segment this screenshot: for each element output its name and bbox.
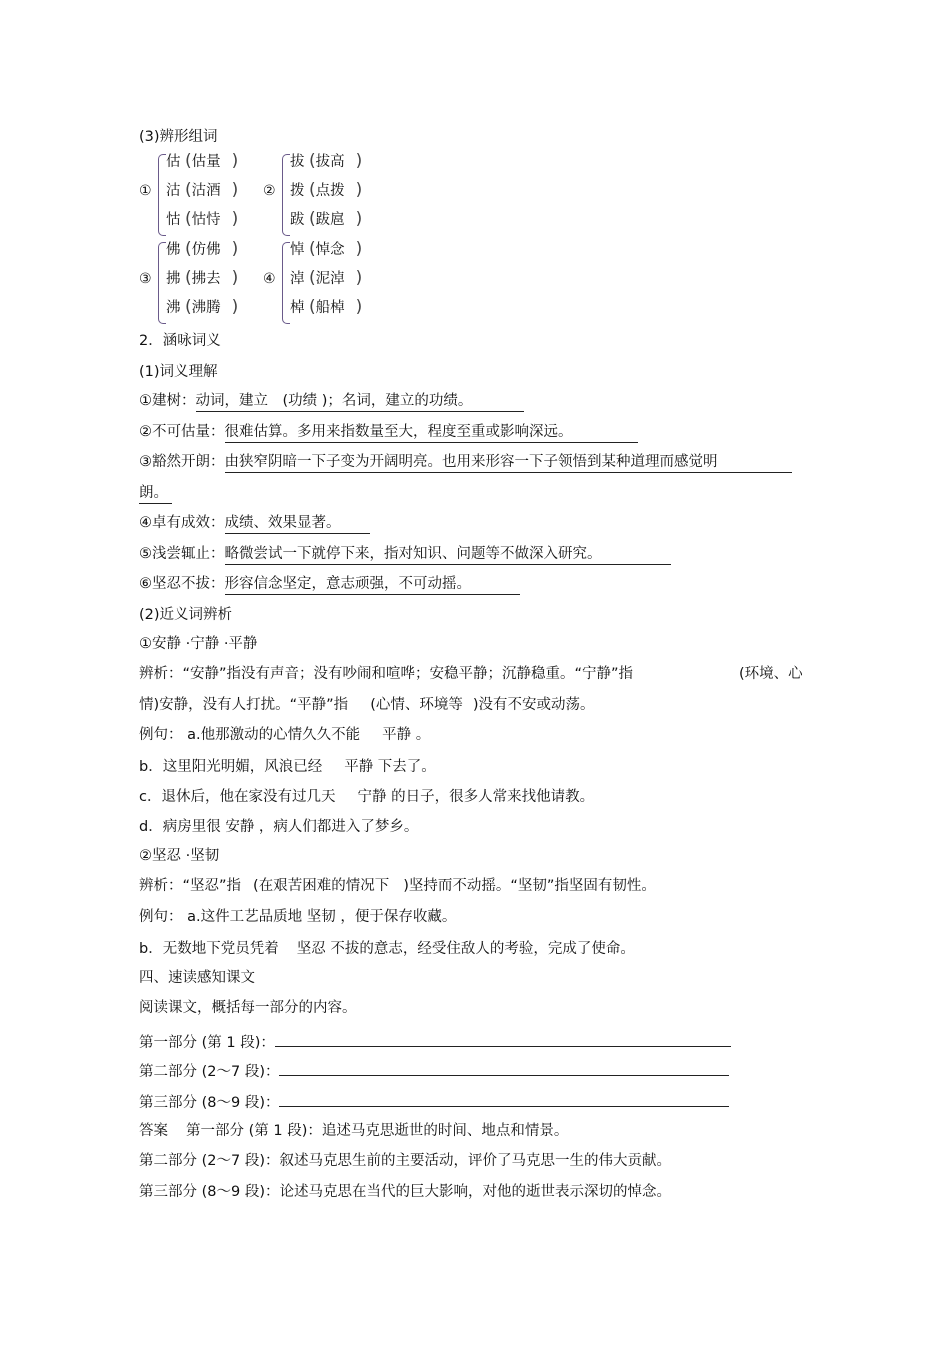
answer-word: 平静 。 [382, 727, 431, 743]
word: 点拨 [315, 183, 345, 199]
group-row: 棹 (船棹 ) [290, 297, 363, 317]
group-row: 拂 (拂去 ) [166, 268, 239, 288]
definition-text: 很难估算。多用来指数量至大，程度至重或影响深远。 [225, 422, 638, 443]
group-number: ① [139, 183, 152, 199]
char: 拂 [166, 271, 181, 287]
definition-3 [139, 452, 792, 473]
group-row: 估 (估量 ) [166, 151, 239, 171]
answer-line: 第三部分 (8～9 段)：论述马克思在当代的巨大影响，对他的逝世表示深切的悼念。 [139, 1184, 671, 1200]
group-row: 拨 (点拨 ) [290, 180, 363, 200]
analysis-text: (心情、环境等 [370, 697, 463, 713]
analysis-text: 辨析：“坚忍”指 [139, 878, 242, 894]
analysis-text: )没有不安或动荡。 [472, 697, 595, 713]
term: ⑥坚忍不拔： [139, 576, 225, 592]
part-fill-2 [139, 1059, 729, 1082]
word: 沸腾 [191, 300, 221, 316]
example-line: 例句： a.这件工艺品质地 坚韧 ，便于保存收藏。 [139, 909, 457, 925]
group-row: 佛 (仿佛 ) [166, 239, 239, 259]
group-row: 拔 (拔高 ) [290, 151, 363, 171]
term: ②不可估量： [139, 424, 225, 440]
brace-icon [282, 154, 290, 236]
section-title: (3)辨形组词 [139, 129, 218, 145]
definition-5 [139, 544, 671, 565]
group-row: 沽 (沽酒 ) [166, 180, 239, 200]
char: 淖 [290, 271, 305, 287]
word: 仿佛 [191, 242, 221, 258]
char: 棹 [290, 300, 305, 316]
definition-text: 略微尝试一下就停下来，指对知识、问题等不做深入研究。 [225, 544, 671, 565]
answer-line [139, 1121, 568, 1141]
term: ④卓有成效： [139, 515, 225, 531]
definition-text: 朗。 [139, 483, 172, 504]
analysis-text: (环境、心 [739, 666, 803, 682]
word: 怙恃 [191, 212, 221, 228]
example-text: b．无数地下党员凭着 [139, 941, 279, 957]
word: 泥淖 [315, 271, 345, 287]
group-number: ③ [139, 271, 152, 287]
answer-word: 坚忍 不拔的意志，经受住敌人的考验，完成了使命。 [296, 941, 635, 957]
definition-4 [139, 513, 370, 534]
section-title: 四、速读感知课文 [139, 970, 255, 986]
definition-text: 形容信念坚定，意志顽强，不可动摇。 [225, 574, 520, 595]
group-number: ② [263, 183, 276, 199]
analysis-line [139, 664, 633, 684]
synonym-group-title: ①安静 ·宁静 ·平静 [139, 636, 258, 652]
word: 沽酒 [191, 183, 221, 199]
section-title: 2．涵咏词义 [139, 333, 221, 349]
definition-6 [139, 574, 520, 595]
word: 拂去 [191, 271, 221, 287]
subsection-title: (1)词义理解 [139, 364, 218, 380]
char: 悼 [290, 242, 305, 258]
answer-blank[interactable] [279, 1059, 729, 1076]
brace-icon [158, 242, 166, 324]
example-line [139, 725, 430, 745]
analysis-line [139, 695, 595, 715]
example-text: c．退休后，他在家没有过几天 [139, 789, 336, 805]
group-row: 悼 (悼念 ) [290, 239, 363, 259]
part-label: 第三部分 (8～9 段)： [139, 1095, 280, 1111]
word: 估量 [191, 154, 221, 170]
analysis-text: (在艰苦困难的情况下 [253, 878, 390, 894]
synonym-group-title: ②坚忍 ·坚韧 [139, 848, 220, 864]
group-row: 沸 (沸腾 ) [166, 297, 239, 317]
answer-word: 平静 下去了。 [344, 759, 436, 775]
answer-label: 答案 [139, 1123, 168, 1139]
group-row: 淖 (泥淖 ) [290, 268, 363, 288]
example-line: d．病房里很 安静 ，病人们都进入了梦乡。 [139, 819, 419, 835]
example-line [139, 757, 436, 777]
answer-text: 第一部分 (第 1 段)：追述马克思逝世的时间、地点和情景。 [186, 1123, 569, 1139]
example-line [139, 787, 594, 807]
analysis-line [139, 876, 656, 896]
char: 佛 [166, 242, 181, 258]
char: 拔 [290, 154, 305, 170]
part-label: 第一部分 (第 1 段)： [139, 1035, 275, 1051]
definition-text: 由狭窄阴暗一下子变为开阔明亮。也用来形容一下子领悟到某种道理而感觉明 [225, 452, 792, 473]
group-number: ④ [263, 271, 276, 287]
char: 拨 [290, 183, 305, 199]
subsection-title: (2)近义词辨析 [139, 607, 233, 623]
char: 怙 [166, 212, 181, 228]
instruction: 阅读课文，概括每一部分的内容。 [139, 1000, 357, 1016]
word: 船棹 [315, 300, 345, 316]
answer-blank[interactable] [275, 1030, 731, 1047]
char: 沽 [166, 183, 181, 199]
brace-icon [158, 154, 166, 236]
definition-text: 动词，建立 (功绩 )；名词，建立的功绩。 [196, 391, 524, 412]
term: ③豁然开朗： [139, 454, 225, 470]
analysis-text: 情)安静，没有人打扰。“平静”指 [139, 697, 349, 713]
analysis-text: 辨析：“安静”指没有声音；没有吵闹和喧哗；安稳平静；沉静稳重。“宁静”指 [139, 666, 634, 682]
definition-text: 成绩、效果显著。 [225, 513, 370, 534]
analysis-line [739, 664, 803, 684]
answer-word: 宁静 的日子，很多人常来找他请教。 [357, 789, 595, 805]
term: ⑤浅尝辄止： [139, 546, 225, 562]
definition-2 [139, 422, 638, 443]
word: 拔高 [315, 154, 345, 170]
char: 跋 [290, 212, 305, 228]
example-line [139, 939, 635, 959]
answer-blank[interactable] [279, 1090, 729, 1107]
char: 沸 [166, 300, 181, 316]
part-fill-3 [139, 1090, 729, 1113]
word: 悼念 [315, 242, 345, 258]
group-row: 跋 (跋扈 ) [290, 209, 363, 229]
term: ①建树： [139, 393, 196, 409]
example-text: b．这里阳光明媚，风浪已经 [139, 759, 323, 775]
definition-1 [139, 391, 524, 412]
answer-line: 第二部分 (2～7 段)：叙述马克思生前的主要活动，评价了马克思一生的伟大贡献。 [139, 1153, 671, 1169]
group-row: 怙 (怙恃 ) [166, 209, 239, 229]
brace-icon [282, 242, 290, 324]
word: 跋扈 [315, 212, 345, 228]
char: 估 [166, 154, 181, 170]
analysis-text: )坚持而不动摇。“坚韧”指坚固有韧性。 [403, 878, 656, 894]
part-label: 第二部分 (2～7 段)： [139, 1064, 280, 1080]
example-text: 例句： a.他那激动的心情久久不能 [139, 727, 361, 743]
definition-3-cont [139, 483, 172, 504]
part-fill-1 [139, 1030, 731, 1053]
